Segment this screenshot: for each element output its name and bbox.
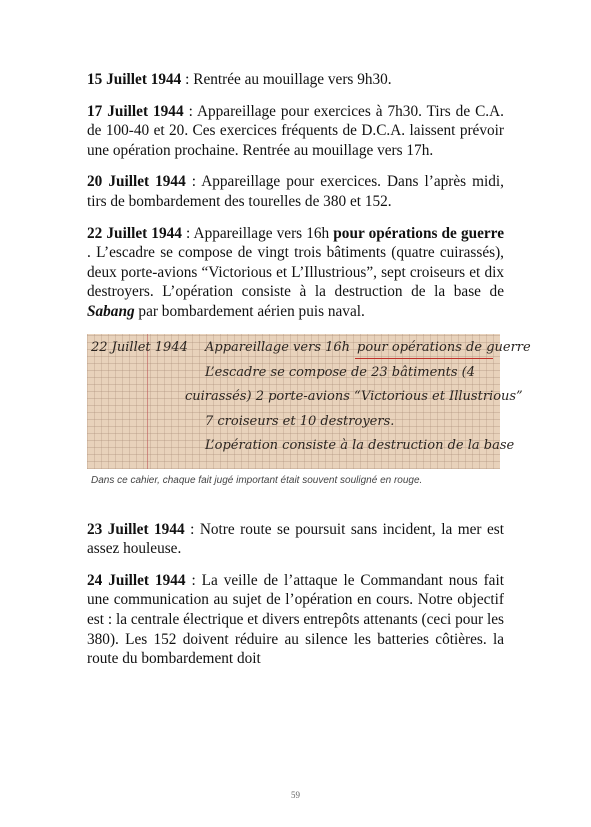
journal-entry <box>87 102 504 161</box>
document-page <box>87 70 531 681</box>
red-underline <box>355 358 493 360</box>
entry-date: 20 Juillet 1944 <box>87 173 186 191</box>
handwriting-line: L’opération consiste à la destruction de la base <box>205 437 515 453</box>
entry-text: : Appareillage pour exercices. Dans l’après midi, tirs de bombardement des tourelles de 380 et 152. <box>87 173 504 210</box>
handwriting-date: 22 Juillet 1944 <box>91 339 188 355</box>
entry-text: . L’escadre se compose de vingt trois bâtiments (quatre cuirassés), deux porte-avions “Victorious et L’Illustrious”, sept croiseurs et dix destroyers. L’opération consiste à la destruction de la base de <box>87 244 504 301</box>
journal-entry <box>87 224 504 322</box>
entry-text: : La veille de l’attaque le Commandant nous fait une communication au sujet de l’opération en cours. Notre objectif est : la centrale électrique et divers entrepôts attenants (ceci pour les 380). Les 152 doivent réduire au silence les batteries côtières. la route du bombardement doit <box>87 571 504 668</box>
page-number: 59 <box>291 790 300 800</box>
photo-caption: Dans ce cahier, chaque fait jugé important était souvent souligné en rouge. <box>91 474 423 486</box>
notebook-photo <box>87 334 531 469</box>
handwriting-line: Appareillage vers 16h <box>205 339 351 355</box>
entry-date: 24 Juillet 1944 <box>87 571 186 589</box>
entry-date: 23 Juillet 1944 <box>87 520 185 538</box>
entry-date: 17 Juillet 1944 <box>87 102 184 120</box>
journal-entry <box>87 520 504 559</box>
entry-text: : Appareillage pour exercices à 7h30. Tirs de C.A. de 100-40 et 20. Ces exercices fréquents de D.C.A. laissent prévoir une opération prochaine. Rentrée au mouillage vers 17h. <box>87 102 504 159</box>
journal-entry <box>87 571 504 669</box>
entry-text: : Appareillage vers 16h <box>181 224 334 242</box>
journal-entry <box>87 172 504 211</box>
handwriting-red-underlined: pour opérations de guerre <box>357 339 531 355</box>
entry-text: par bombardement aérien puis naval. <box>134 302 365 320</box>
handwriting-line: cuirassés) 2 porte-avions “Victorious et Illustrious” <box>185 388 523 404</box>
handwriting-line: L’escadre se compose de 23 bâtiments (4 <box>205 364 476 380</box>
entry-date: 15 Juillet 1944 <box>87 71 182 88</box>
handwriting-line: 7 croiseurs et 10 destroyers. <box>205 413 395 429</box>
entry-date: 22 Juillet 1944 <box>87 224 182 242</box>
entry-bold-text: pour opérations de guerre <box>333 224 504 242</box>
entry-text: : Notre route se poursuit sans incident, la mer est assez houleuse. <box>87 520 504 558</box>
journal-entry <box>87 70 504 90</box>
entry-place-name: Sabang <box>87 302 135 320</box>
entry-text: : Rentrée au mouillage vers 9h30. <box>181 71 392 88</box>
